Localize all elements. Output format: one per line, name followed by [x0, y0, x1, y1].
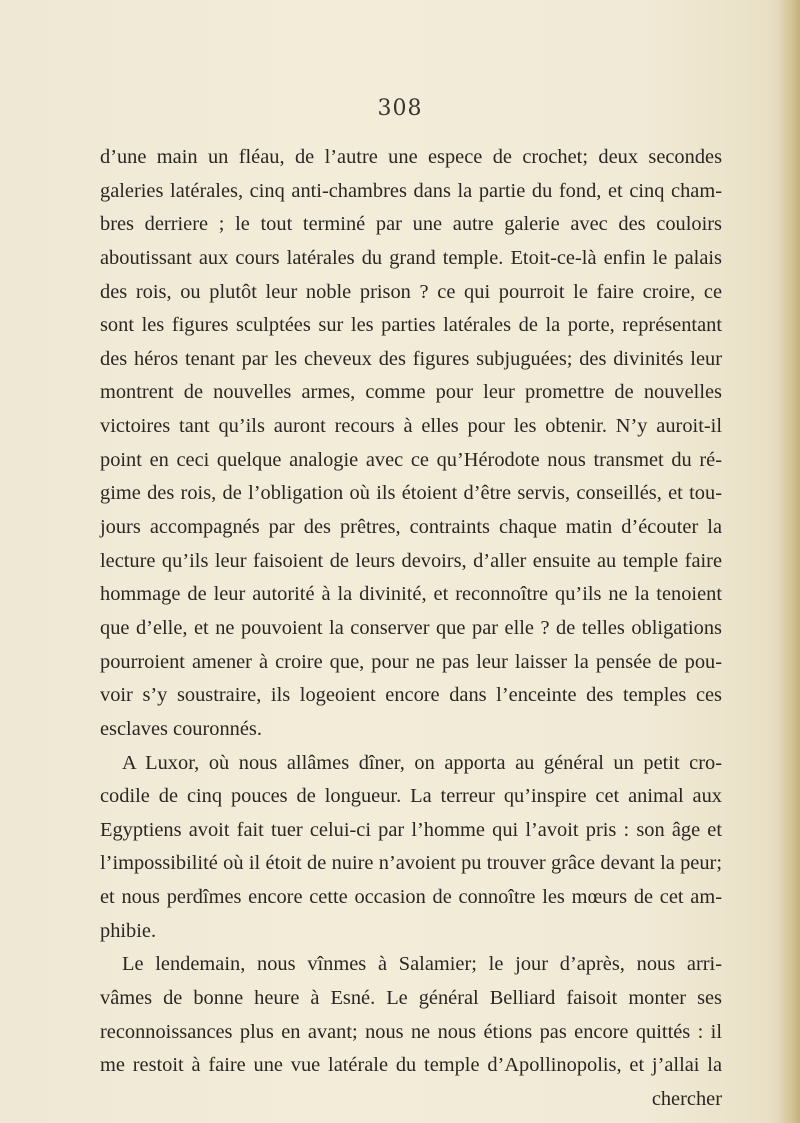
text-line: esclaves couronnés.	[100, 717, 262, 740]
text-line: aboutissant aux cours latérales du grand temple. Etoit-ce-là enfin le palais	[100, 246, 722, 269]
text-line: me restoit à faire une vue latérale du temple d’Apollinopolis, et j’allai la	[100, 1054, 722, 1077]
text-line: codile de cinq pouces de longueur. La terreur qu’inspire cet animal aux	[100, 785, 722, 808]
text-line: des héros tenant par les cheveux des figures subjuguées; des divinités leur	[100, 347, 722, 370]
text-line: montrent de nouvelles armes, comme pour leur promettre de nouvelles	[100, 381, 722, 404]
text-line: jours accompagnés par des prêtres, contraints chaque matin d’écouter la	[100, 516, 722, 539]
text-line: vâmes de bonne heure à Esné. Le général Belliard faisoit monter ses	[100, 987, 722, 1010]
catchword: chercher	[651, 1087, 722, 1110]
text-line: des rois, ou plutôt leur noble prison ? ce qui pourroit le faire croire, ce	[100, 280, 722, 303]
text-line: Egyptiens avoit fait tuer celui-ci par l’homme qui l’avoit pris : son âge et	[100, 818, 722, 841]
page-edge-shadow	[778, 0, 800, 1123]
text-line: phibie.	[100, 919, 157, 942]
text-line: point en ceci quelque analogie avec ce qu’Hérodote nous transmet du ré-	[100, 448, 722, 471]
text-line: reconnoissances plus en avant; nous ne nous étions pas encore quittés : il	[100, 1020, 722, 1043]
text-line: gime des rois, de l’obligation où ils étoient d’être servis, conseillés, et tou-	[100, 482, 722, 505]
text-line: pourroient amener à croire que, pour ne pas leur laisser la pensée de pou-	[100, 650, 722, 673]
text-line: A Luxor, où nous allâmes dîner, on apporta au général un petit cro-	[122, 751, 722, 774]
text-line: d’une main un fléau, de l’autre une espece de crochet; deux secondes	[100, 146, 722, 168]
text-line: Le lendemain, nous vînmes à Salamier; le jour d’après, nous arri-	[122, 953, 722, 976]
page-number: 308	[377, 96, 423, 121]
text-line: galeries latérales, cinq anti-chambres dans la partie du fond, et cinq cham-	[100, 179, 722, 202]
text-line: victoires tant qu’ils auront recours à elles pour les obtenir. N’y auroit-il	[100, 415, 722, 438]
text-line: lecture qu’ils leur faisoient de leurs devoirs, d’aller ensuite au temple faire	[100, 549, 722, 572]
text-line: l’impossibilité où il étoit de nuire n’avoient pu trouver grâce devant la peur;	[100, 852, 722, 875]
text-line: sont les figures sculptées sur les parties latérales de la porte, représentant	[100, 314, 722, 337]
text-line: bres derriere ; le tout terminé par une autre galerie avec des couloirs	[100, 213, 722, 236]
text-line: hommage de leur autorité à la divinité, et reconnoître qu’ils ne la tenoient	[100, 583, 722, 606]
body-text	[100, 141, 722, 1117]
text-line: que d’elle, et ne pouvoient la conserver que par elle ? de telles obligations	[100, 616, 722, 639]
text-line: voir s’y soustraire, ils logeoient encore dans l’enceinte des temples ces	[100, 684, 722, 707]
text-line: et nous perdîmes encore cette occasion de connoître les mœurs de cet am-	[100, 886, 722, 909]
